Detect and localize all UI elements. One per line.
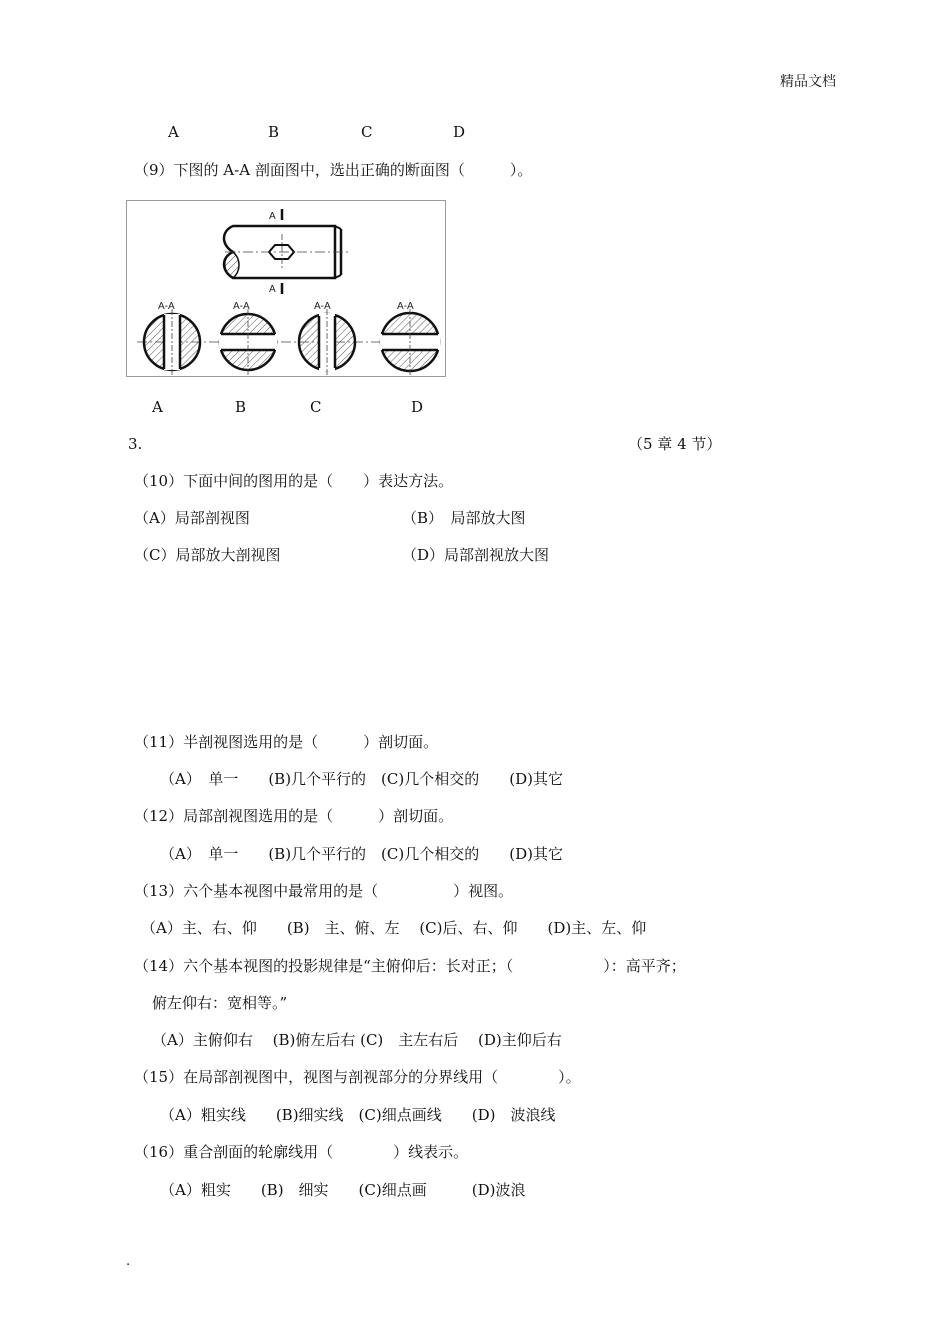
q16-options: （A）粗实 (B) 细实 (C)细点画 (D)波浪	[160, 1181, 526, 1199]
section-title-b: A-A	[233, 301, 250, 312]
q9-question: （9）下图的 A-A 剖面图中，选出正确的断面图（ ）。	[134, 161, 533, 179]
q12-options: （A） 单一 (B)几个平行的 (C)几个相交的 (D)其它	[160, 845, 563, 863]
q13-options: （A）主、右、仰 (B) 主、俯、左 (C)后、右、仰 (D)主、左、仰	[141, 919, 647, 937]
q14-options: （A）主俯仰右 (B)俯左后右 (C) 主左右后 (D)主仰后右	[152, 1031, 562, 1049]
q9-figure-drawing	[127, 201, 445, 376]
q11-question: （11）半剖视图选用的是（ ）剖切面。	[134, 733, 439, 751]
q14-question-continued: 俯左仰右：宽相等。”	[152, 994, 288, 1012]
q8-option-label-a: A	[168, 123, 179, 141]
q9-figure	[126, 200, 446, 377]
section-title-c: A-A	[314, 301, 331, 312]
q14-question: （14）六个基本视图的投影规律是“主俯仰后：长对正；（ ）：高平齐；	[134, 957, 686, 975]
section-mark-bottom: A	[269, 284, 276, 295]
section-number: 3.	[128, 435, 143, 453]
section-title-d: A-A	[397, 301, 414, 312]
q16-question: （16）重合剖面的轮廓线用（ ）线表示。	[134, 1143, 469, 1161]
q8-option-label-b: B	[268, 123, 280, 141]
section-chapter-ref: （5 章 4 节）	[628, 435, 722, 453]
section-option-a	[144, 309, 200, 375]
q9-option-label-c: C	[310, 398, 322, 416]
q9-option-label-a: A	[152, 398, 163, 416]
q12-question: （12）局部剖视图选用的是（ ）剖切面。	[134, 807, 454, 825]
q10-option-b: （B） 局部放大图	[402, 509, 526, 527]
footer-dot: .	[126, 1254, 131, 1269]
q9-option-label-d: D	[411, 398, 424, 416]
q15-options: （A）粗实线 (B)细实线 (C)细点画线 (D) 波浪线	[160, 1106, 556, 1124]
q10-question: （10）下面中间的图用的是（ ）表达方法。	[134, 472, 454, 490]
q8-option-label-d: D	[453, 123, 466, 141]
section-mark-top: A	[269, 211, 276, 222]
page-header-watermark: 精品文档	[780, 74, 836, 90]
section-option-b	[219, 309, 277, 375]
q8-option-label-c: C	[361, 123, 373, 141]
q11-options: （A） 单一 (B)几个平行的 (C)几个相交的 (D)其它	[160, 770, 563, 788]
q9-option-label-b: B	[235, 398, 247, 416]
section-title-a: A-A	[158, 301, 175, 312]
q13-question: （13）六个基本视图中最常用的是（ ）视图。	[134, 882, 514, 900]
q10-option-d: （D）局部剖视放大图	[402, 546, 550, 564]
q10-option-c: （C）局部放大剖视图	[134, 546, 281, 564]
q10-option-a: （A）局部剖视图	[134, 509, 250, 527]
section-option-d	[380, 309, 440, 375]
section-option-c	[299, 309, 355, 375]
shaft-front-view	[224, 226, 349, 278]
q15-question: （15）在局部剖视图中，视图与剖视部分的分界线用（ ）。	[134, 1068, 581, 1086]
